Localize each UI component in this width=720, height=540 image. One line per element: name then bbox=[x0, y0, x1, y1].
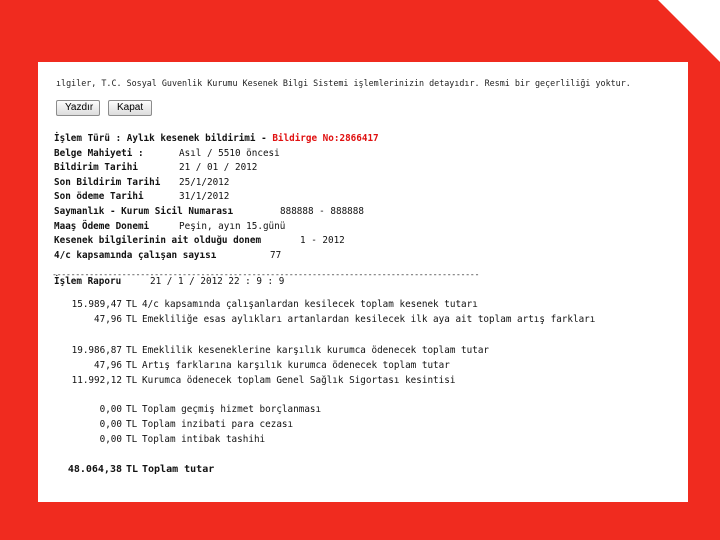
amount-value: 19.986,87 bbox=[71, 345, 122, 356]
amount-line bbox=[38, 298, 688, 312]
print-button[interactable]: Yazdır bbox=[56, 100, 100, 116]
amount-list bbox=[38, 62, 688, 502]
belge-mahiyeti-label: Belge Mahiyeti : bbox=[54, 147, 144, 159]
amount-line bbox=[38, 313, 688, 327]
bildirge-no: Bildirge No:2866417 bbox=[272, 133, 379, 144]
bildirim-tarihi-label: Bildirim Tarihi bbox=[54, 162, 138, 174]
amount-description: Emeklilik keseneklerine karşılık kurumca ödenecek toplam tutar bbox=[142, 345, 490, 356]
bildirim-tarihi-value: 21 / 01 / 2012 bbox=[179, 162, 258, 174]
kesenek-donem-value: 1 - 2012 bbox=[300, 235, 345, 247]
amount-currency: TL bbox=[126, 314, 138, 325]
amount-description: 4/c kapsamında çalışanlardan kesilecek toplam kesenek tutarı bbox=[142, 299, 478, 310]
islem-turu-label: İşlem Türü : Aylık kesenek bildirimi - bbox=[54, 133, 267, 144]
calisan-label: 4/c kapsamında çalışan sayısı bbox=[54, 249, 217, 261]
total-currency: TL bbox=[126, 464, 139, 475]
amount-currency: TL bbox=[126, 299, 138, 310]
amount-value: 47,96 bbox=[94, 360, 122, 371]
amount-currency: TL bbox=[126, 419, 138, 430]
amount-line bbox=[38, 374, 688, 388]
saymanlik-value: 888888 - 888888 bbox=[280, 205, 364, 217]
saymanlik-label: Saymanlık - Kurum Sicil Numarası bbox=[54, 205, 234, 217]
amount-value: 0,00 bbox=[99, 419, 122, 430]
son-bildirim-value: 25/1/2012 bbox=[179, 176, 230, 188]
amount-value: 15.989,47 bbox=[71, 299, 122, 310]
amount-currency: TL bbox=[126, 404, 138, 415]
belge-mahiyeti-value: Asıl / 5510 öncesi bbox=[179, 147, 280, 159]
amount-value: 0,00 bbox=[99, 404, 122, 415]
amount-value: 0,00 bbox=[99, 434, 122, 445]
amount-currency: TL bbox=[126, 434, 138, 445]
amount-description: Emekliliğe esas aylıkları artanlardan kesilecek ilk aya ait toplam artış farkları bbox=[142, 314, 596, 325]
kesenek-donem-label: Kesenek bilgilerinin ait olduğu donem bbox=[54, 235, 262, 247]
separator-line: -------------------------------------------------------------------------------------------- bbox=[52, 269, 480, 279]
maas-odeme-value: Peşin, ayın 15.günü bbox=[179, 220, 286, 232]
amount-line bbox=[38, 433, 688, 447]
islem-raporu-label: İşlem Raporu bbox=[54, 276, 122, 287]
amount-line bbox=[38, 418, 688, 432]
close-button[interactable]: Kapat bbox=[108, 100, 152, 116]
calisan-value: 77 bbox=[270, 249, 282, 261]
amount-line bbox=[38, 403, 688, 417]
amount-currency: TL bbox=[126, 345, 138, 356]
amount-currency: TL bbox=[126, 375, 138, 386]
son-odeme-label: Son ödeme Tarihi bbox=[54, 191, 144, 203]
maas-odeme-label: Maaş Ödeme Donemi bbox=[54, 220, 150, 232]
report-document bbox=[38, 62, 688, 502]
amount-description: Toplam geçmiş hizmet borçlanması bbox=[142, 404, 322, 415]
islem-raporu-value: 21 / 1 / 2012 22 : 9 : 9 bbox=[150, 276, 285, 287]
amount-currency: TL bbox=[126, 360, 138, 371]
info-notice: ılgiler, T.C. Sosyal Guvenlik Kurumu Kesenek Bilgi Sistemi işlemlerinizin detayıdır. Resmi bir geçerliliği yoktur. bbox=[56, 78, 631, 88]
son-odeme-value: 31/1/2012 bbox=[179, 191, 230, 203]
total-line bbox=[38, 463, 688, 477]
amount-description: Toplam intibak tashihi bbox=[142, 434, 266, 445]
amount-value: 11.992,12 bbox=[71, 375, 122, 386]
total-amount: 48.064,38 bbox=[67, 464, 122, 475]
amount-line bbox=[38, 359, 688, 373]
amount-description: Artış farklarına karşılık kurumca ödenecek toplam tutar bbox=[142, 360, 450, 371]
total-description: Toplam tutar bbox=[142, 464, 215, 475]
amount-value: 47,96 bbox=[94, 314, 122, 325]
corner-decoration bbox=[658, 0, 720, 62]
amount-description: Kurumca ödenecek toplam Genel Sağlık Sigortası kesintisi bbox=[142, 375, 456, 386]
amount-line bbox=[38, 344, 688, 358]
son-bildirim-label: Son Bildirim Tarihi bbox=[54, 176, 161, 188]
amount-description: Toplam inzibati para cezası bbox=[142, 419, 294, 430]
